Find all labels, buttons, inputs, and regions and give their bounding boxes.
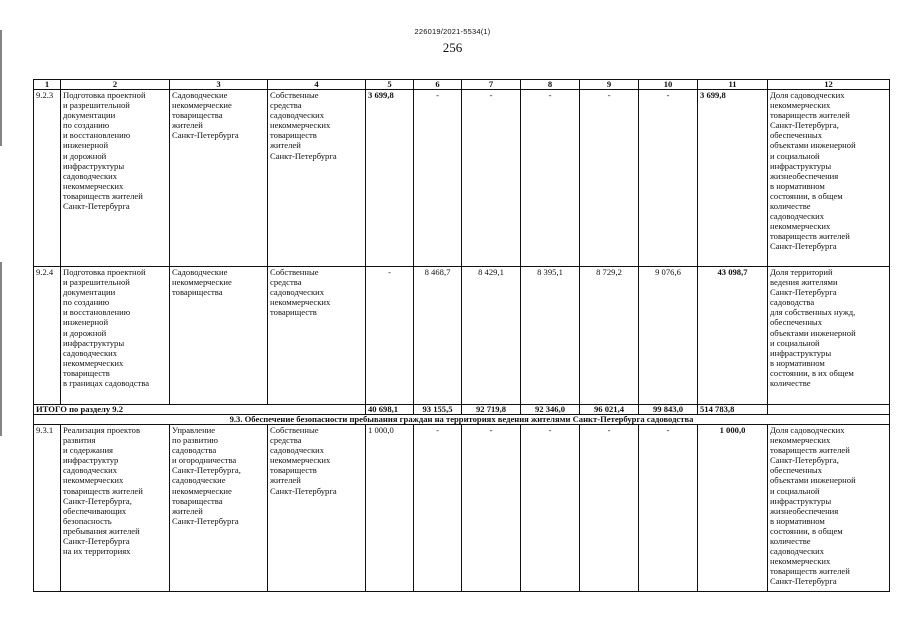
scan-edge-mark: [0, 30, 2, 610]
result-cell: Доля садоводческих некоммерческих товариществ жителей Санкт-Петербурга, обеспеченных объектами инженерной и социальной инфраструктуры жизнеобеспечения в нормативном состоянии, в общем количестве садоводческих некоммерческих товариществ жителей Санкт-Петербурга: [768, 90, 890, 267]
value-cell: 8 729,2: [580, 267, 639, 405]
table-row: [34, 425, 890, 592]
value-cell: -: [639, 90, 698, 267]
column-header: 8: [521, 80, 580, 90]
value-cell: 8 395,1: [521, 267, 580, 405]
column-header: 6: [414, 80, 462, 90]
empty-cell: [768, 405, 890, 415]
column-header: 2: [61, 80, 170, 90]
total-value-cell: 96 021,4: [580, 405, 639, 415]
total-value-cell: 99 843,0: [639, 405, 698, 415]
value-cell: -: [580, 90, 639, 267]
value-cell: -: [580, 425, 639, 592]
total-value-cell: 514 783,8: [698, 405, 768, 415]
page-number: 256: [442, 40, 463, 55]
column-header: 11: [698, 80, 768, 90]
measure-cell: Подготовка проектной и разрешительной документации по созданию и восстановлению инженерной и дорожной инфраструктуры садоводческих некоммерческих товариществ жителей Санкт-Петербурга: [61, 90, 170, 267]
total-value-cell: 93 155,5: [414, 405, 462, 415]
measure-cell: Реализация проектов развития и содержания инфраструктур садоводческих некоммерческих товариществ жителей Санкт-Петербурга, обеспечивающих безопасность пребывания жителей Санкт-Петербурга на их территориях: [61, 425, 170, 592]
column-header: 10: [639, 80, 698, 90]
column-header: 12: [768, 80, 890, 90]
source-cell: Собственные средства садоводческих некоммерческих товариществ жителей Санкт-Петербурга: [268, 425, 366, 592]
executor-cell: Садоводческие некоммерческие товарищества жителей Санкт-Петербурга: [170, 90, 268, 267]
executor-cell: Садоводческие некоммерческие товарищества: [170, 267, 268, 405]
total-value-cell: 1 000,0: [698, 425, 768, 592]
executor-cell: Управление по развитию садоводства и огородничества Санкт-Петербурга, садоводческие некоммерческие товарищества жителей Санкт-Петербурга: [170, 425, 268, 592]
value-cell: -: [462, 90, 521, 267]
column-header: 5: [366, 80, 414, 90]
source-cell: Собственные средства садоводческих некоммерческих товариществ: [268, 267, 366, 405]
document-code: 226019/2021-5534(1): [414, 27, 491, 36]
measure-cell: Подготовка проектной и разрешительной документации по созданию и восстановлению инженерной и дорожной инфраструктуры садоводческих некоммерческих товариществ в границах садоводства: [61, 267, 170, 405]
column-number-row: [34, 80, 890, 90]
result-cell: Доля территорий ведения жителями Санкт-Петербурга садоводства для собственных нужд, обеспеченных объектами инженерной и социальной инфраструктуры в нормативном состоянии, в их общем количестве: [768, 267, 890, 405]
table-row: [34, 90, 890, 267]
total-value-cell: 92 346,0: [521, 405, 580, 415]
column-header: 3: [170, 80, 268, 90]
value-cell: -: [521, 425, 580, 592]
row-id: 9.3.1: [34, 425, 61, 592]
source-cell: Собственные средства садоводческих некоммерческих товариществ жителей Санкт-Петербурга: [268, 90, 366, 267]
total-value-cell: 3 699,8: [698, 90, 768, 267]
column-header: 9: [580, 80, 639, 90]
value-cell: -: [462, 425, 521, 592]
section-title: 9.3. Обеспечение безопасности пребывания граждан на территориях ведения жителями Санкт-Петербурга садоводства: [34, 415, 890, 425]
value-cell: -: [414, 90, 462, 267]
budget-table: [33, 79, 890, 592]
value-cell: -: [639, 425, 698, 592]
total-value-cell: 43 098,7: [698, 267, 768, 405]
value-cell: -: [366, 267, 414, 405]
total-value-cell: 92 719,8: [462, 405, 521, 415]
section-row: [34, 415, 890, 425]
column-header: 1: [34, 80, 61, 90]
value-cell: 9 076,6: [639, 267, 698, 405]
total-label: ИТОГО по разделу 9.2: [34, 405, 366, 415]
value-cell: 8 429,1: [462, 267, 521, 405]
column-header: 4: [268, 80, 366, 90]
row-id: 9.2.4: [34, 267, 61, 405]
total-value-cell: 40 698,1: [366, 405, 414, 415]
value-cell: 8 468,7: [414, 267, 462, 405]
value-cell: 3 699,8: [366, 90, 414, 267]
value-cell: 1 000,0: [366, 425, 414, 592]
value-cell: -: [521, 90, 580, 267]
value-cell: -: [414, 425, 462, 592]
total-row: [34, 405, 890, 415]
column-header: 7: [462, 80, 521, 90]
row-id: 9.2.3: [34, 90, 61, 267]
result-cell: Доля садоводческих некоммерческих товариществ жителей Санкт-Петербурга, обеспеченных объектами инженерной и социальной инфраструктуры жизнеобеспечения в нормативном состоянии, в общем количестве садоводческих некоммерческих товариществ жителей Санкт-Петербурга: [768, 425, 890, 592]
table-row: [34, 267, 890, 405]
